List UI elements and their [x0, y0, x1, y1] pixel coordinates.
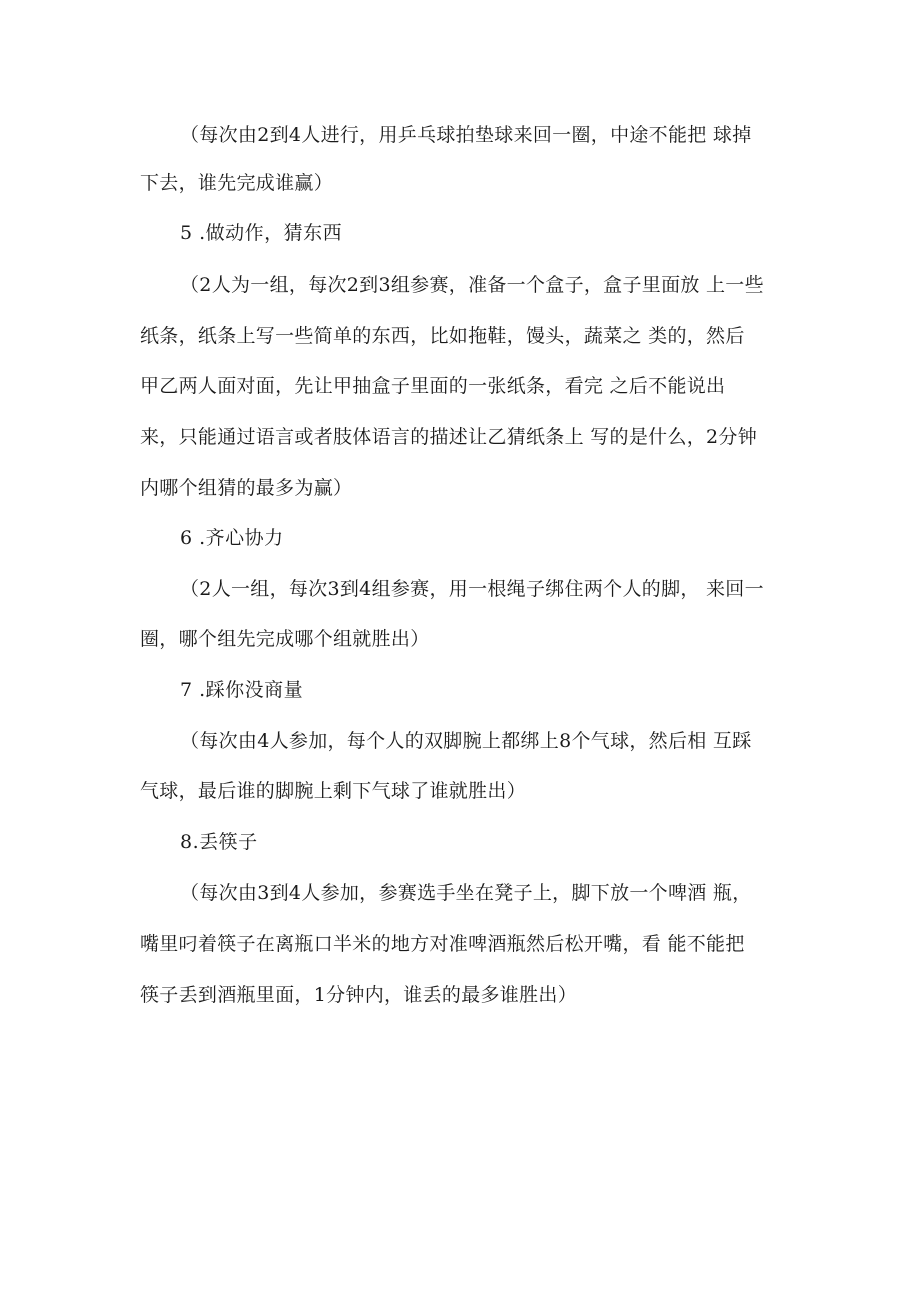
- paragraph-line: （每次由2到4人进行，用乒乓球拍垫球来回一圈，中途不能把 球掉: [180, 124, 752, 146]
- section-heading-7: 7 .踩你没商量: [180, 679, 304, 701]
- section-heading-8: 8.丢筷子: [180, 831, 258, 853]
- paragraph-line: 嘴里叼着筷子在离瓶口半米的地方对准啤酒瓶然后松开嘴，看 能不能把: [140, 933, 745, 955]
- paragraph-line: （2人为一组，每次2到3组参赛，准备一个盒子，盒子里面放 上一些: [180, 274, 764, 296]
- paragraph-line: 气球，最后谁的脚腕上剩下气球了谁就胜出）: [140, 780, 527, 802]
- paragraph-line: （每次由3到4人参加，参赛选手坐在凳子上，脚下放一个啤酒 瓶，: [180, 882, 752, 904]
- paragraph-line: 来，只能通过语言或者肢体语言的描述让乙猜纸条上 写的是什么，2分钟: [140, 426, 758, 448]
- paragraph-line: 下去，谁先完成谁赢）: [140, 172, 334, 194]
- section-heading-6: 6 .齐心协力: [180, 527, 284, 549]
- paragraph-line: 圈，哪个组先完成哪个组就胜出）: [140, 628, 430, 650]
- paragraph-line: 内哪个组猜的最多为赢）: [140, 477, 353, 499]
- section-heading-5: 5 .做动作，猜东西: [180, 222, 343, 244]
- paragraph-line: （2人一组，每次3到4组参赛，用一根绳子绑住两个人的脚， 来回一: [180, 578, 764, 600]
- paragraph-line: 甲乙两人面对面，先让甲抽盒子里面的一张纸条，看完 之后不能说出: [140, 375, 726, 397]
- paragraph-line: 筷子丢到酒瓶里面，1分钟内，谁丢的最多谁胜出）: [140, 984, 577, 1006]
- paragraph-line: （每次由4人参加，每个人的双脚腕上都绑上8个气球，然后相 互踩: [180, 730, 752, 752]
- paragraph-line: 纸条，纸条上写一些简单的东西，比如拖鞋，馒头，蔬菜之 类的，然后: [140, 325, 745, 347]
